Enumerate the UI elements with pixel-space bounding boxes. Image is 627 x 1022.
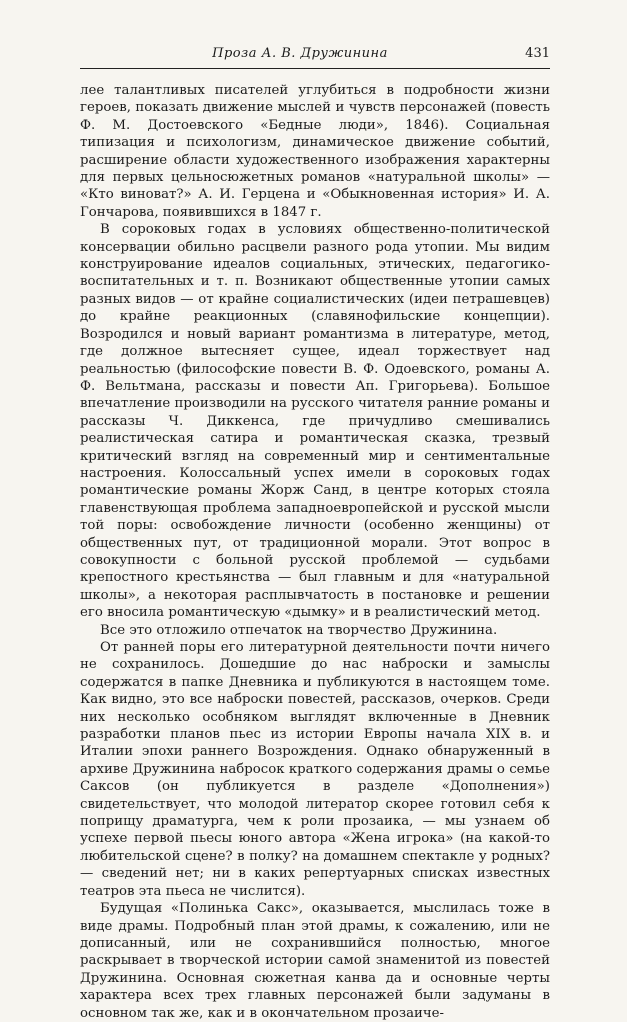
paragraph: Все это отложило отпечаток на творчество Дружинина.: [100, 622, 498, 638]
paragraph: лее талантливых писателей углубиться в подробности жизни героев, показать движение мыслей и чувств персонажей (повесть Ф. М. Достоевского «Бедные люди», 1846). Социальная типизация и психологизм, динамическое движение событий, расширение области художественного изображения характерны для первых цельносюжетных романов «натуральной школы» — «Кто виноват?» А. И. Герцена и «Обыкновенная история» И. А. Гончарова, появившихся в 1847 г.: [80, 83, 550, 220]
page-number: 431: [525, 46, 550, 61]
paragraph: В сороковых годах в условиях общественно-политической консервации обильно расцвели разного рода утопии. Мы видим конструирование идеалов социальных, этических, педагогико-воспитательных и т. п. Возникают общественные утопии самых разных видов — от крайне социалистических (идеи петрашевцев) до крайне реакционных (славянофильские концепции). Возродился и новый вариант романтизма в литературе, метод, где должное вытесняет сущее, идеал торжествует над реальностью (философские повести В. Ф. Одоевского, романы А. Ф. Вельтмана, рассказы и повести Ап. Григорьева). Большое впечатление производили на русского читателя ранние романы и рассказы Ч. Диккенса, где причудливо смешивались реалистическая сатира и романтическая сказка, трезвый критический взгляд на современный мир и сентиментальные настроения. Колоссальный успех имели в сороковых годах романтические романы Жорж Санд, в центре которых стояла главенствующая проблема западноевропейской и русской мысли той поры: освобождение личности (особенно женщины) от общественных пут, от традиционной морали. Этот вопрос в совокупности с больной русской проблемой — судьбами крепостного крестьянства — был главным и для «натуральной школы», а некоторая расплывчатость в постановке и решении его вносила романтическую «дымку» и в реалистический метод.: [80, 222, 550, 621]
body-text: [80, 82, 550, 1022]
paragraph: От ранней поры его литературной деятельности почти ничего не сохранилось. Дошедшие до нас наброски и замыслы содержатся в папке Дневника и публикуются в настоящем томе. Как видно, это все наброски повестей, рассказов, очерков. Среди них несколько особняком выглядят включенные в Дневник разработки планов пьес из истории Европы начала XIX в. и Италии эпохи раннего Возрождения. Однако обнаруженный в архиве Дружинина набросок краткого содержания драмы о семье Саксов (он публикуется в разделе «Дополнения») свидетельствует, что молодой литератор скорее готовил себя к поприщу драматурга, чем к роли прозаика, — мы узнаем об успехе первой пьесы юного автора «Жена игрока» (на какой-то любительской сцене? в полку? на домашнем спектакле у родных? — сведений нет; ни в каких репертуарных списках известных театров эта пьеса не числится).: [80, 640, 550, 899]
page-header: [80, 44, 550, 68]
header-rule: [80, 68, 550, 69]
paragraph: Будущая «Полинька Сакс», оказывается, мыслилась тоже в виде драмы. Подробный план этой драмы, к сожалению, или не дописанный, или не сохранившийся полностью, многое раскрывает в творческой истории самой знаменитой из повестей Дружинина. Основная сюжетная канва да и основные черты характера всех трех главных персонажей были задуманы в основном так же, как и в окончательном прозаиче-: [80, 901, 550, 1021]
running-head: Проза А. В. Дружинина: [212, 46, 388, 61]
